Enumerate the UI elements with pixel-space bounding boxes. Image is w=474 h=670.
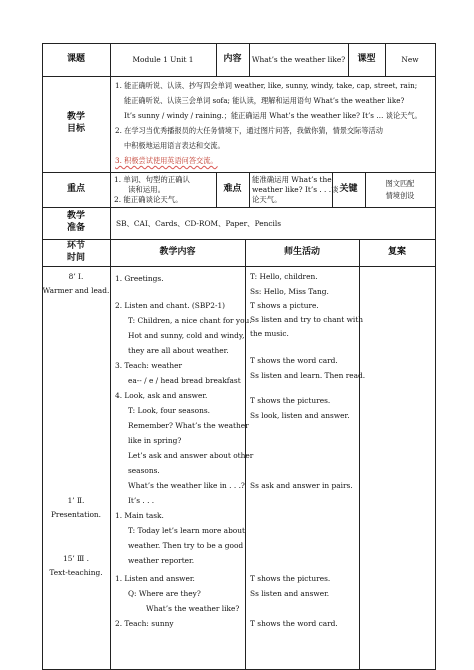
content-line: 1. Main task. [115,511,164,520]
content-line: 3. Teach: weather [115,361,183,370]
goal-line-highlighted: 3. 积极尝试使用英语问答交流。 [115,156,218,165]
content-line: T: Today let’s learn more about [128,526,245,535]
content-line: weather. Then try to be a good [128,541,244,550]
activity-line: Ss ask and answer in pairs. [250,481,353,490]
content-value: What’s the weather like? [251,55,346,64]
difficulty-label: 难点 [223,184,242,194]
activity-line: Ss: Hello, Miss Tang. [250,287,329,296]
content-line: Q: Where are they? [128,589,201,598]
row-divider [42,172,436,173]
content-line: weather reporter. [128,556,195,565]
content-line: they are all about weather. [128,346,229,355]
activity-line: T shows the word card. [250,356,338,365]
stage-entry: 8’ Ⅰ. [68,272,84,281]
difficulty-line: 论天气。 [252,195,282,204]
content-header: 教学内容 [159,247,196,257]
content-line: What’s the weather like? [146,604,240,613]
focus-line: 1. 单词、句型的正确认 [114,175,190,184]
content-label: 内容 [223,54,242,64]
stage-header-line1: 环节 [66,241,85,251]
goals-label-line2: 目标 [66,124,85,134]
goal-line: It’s sunny / windy / raining.；能正确运用 What’s the weather like? It’s … 谈论天气。 [124,111,422,120]
activity-header: 师生活动 [283,247,320,257]
content-line: T: Children, a nice chant for you. [128,316,252,325]
goal-line: 能正确听说、认读三会单词 sofa; 能认读，理解和运用语句 What’s the weather like? [124,96,405,105]
table-border-top [42,43,436,44]
difficulty-line: weather like? It’s . . .谈 [252,185,339,194]
column-divider [359,239,360,670]
content-line: 1. Listen and answer. [115,574,195,583]
activity-line: Ss listen and learn. Then read. [250,371,366,380]
activity-line: T shows the word card. [250,619,338,628]
activity-line: T: Hello, children. [250,272,318,281]
content-line: 1. Greetings. [115,274,164,283]
goal-line: 中积极地运用语言表达和交流。 [124,141,225,150]
content-line: Hot and sunny, cold and windy, [128,331,245,340]
topic-value: Module 1 Unit 1 [132,55,194,64]
key-label: 关键 [339,184,358,194]
activity-line: Ss look, listen and answer. [250,411,350,420]
table-border-right [435,43,436,670]
key-line: 图文匹配 [385,179,415,188]
stage-entry: Warmer and lead. [42,286,110,295]
stage-header-line2: 时间 [66,253,85,263]
focus-label: 重点 [66,184,85,194]
stage-entry: Presentation. [50,510,102,519]
goals-label-line1: 教学 [66,112,85,122]
row-divider [42,207,436,208]
prep-label-line1: 教学 [66,211,85,221]
row-divider [42,76,436,77]
goal-line: 2. 在学习当优秀播报员的大任务情境下，通过图片问答，我做你猜，情景交际等活动 [115,126,383,135]
prep-value: SB、CAI、Cards、CD-ROM、Paper、Pencils [116,219,282,228]
content-line: Let’s ask and answer about other [128,451,254,460]
difficulty-line: 能准确运用 What’s the [252,175,332,184]
activity-line: T shows the pictures. [250,574,331,583]
focus-line: 读和运用。 [128,185,165,194]
review-header: 复案 [387,247,406,257]
activity-line: Ss listen and answer. [250,589,330,598]
stage-entry: 1’ Ⅱ. [67,496,85,505]
stage-entry: 15’ Ⅲ . [63,554,89,563]
content-line: 4. Look, ask and answer. [115,391,208,400]
content-line: 2. Listen and chant. (SBP2-1) [115,301,226,310]
type-label: 课型 [357,54,376,64]
column-divider [249,172,250,207]
column-divider [110,43,111,670]
activity-line: Ss listen and try to chant with [250,315,364,324]
content-line: seasons. [128,466,160,475]
activity-line: T shows the pictures. [250,396,331,405]
content-line: ea-- / e / head bread breakfast [128,376,241,385]
activity-line: T shows a picture. [250,301,319,310]
goal-line: 1. 能正确听说、认读、抄写四会单词 weather, like, sunny, windy, take, cap, street, rain; [115,81,418,90]
content-line: Remember? What’s the weather [128,421,249,430]
content-line: It’s . . . [128,496,155,505]
content-line: like in spring? [128,436,182,445]
content-line: 2. Teach: sunny [115,619,174,628]
prep-label-line2: 准备 [66,223,85,233]
focus-line: 2. 能正确谈论天气。 [114,195,183,204]
stage-entry: Text-teaching. [49,568,103,577]
row-divider [42,266,436,267]
content-line: What’s the weather like in . . .? [128,481,245,490]
lesson-plan-table [42,43,436,670]
activity-line: the music. [250,329,289,338]
topic-label: 课题 [66,54,85,64]
content-line: T: Look, four seasons. [128,406,211,415]
type-value: New [401,55,419,64]
row-divider [42,239,436,240]
key-line: 情境创设 [385,191,415,200]
